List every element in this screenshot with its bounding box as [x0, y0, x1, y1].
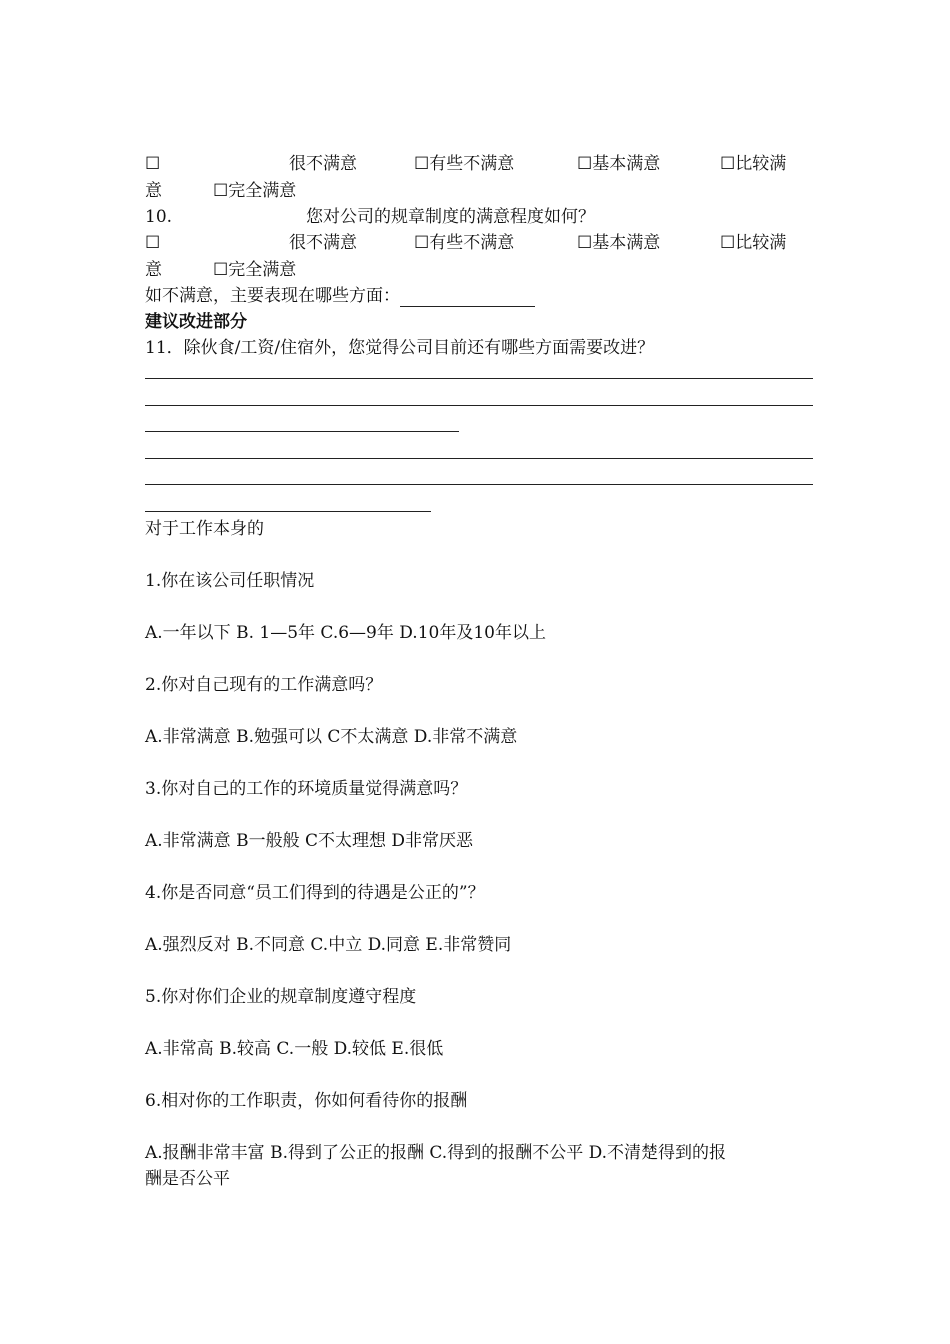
work-question-3: 3.你对自己的工作的环境质量觉得满意吗？ [145, 779, 468, 799]
work-answer-4[interactable]: A.强烈反对 B.不同意 C.中立 D.同意 E.非常赞同 [145, 935, 512, 955]
work-question-2: 2.你对自己现有的工作满意吗？ [145, 675, 383, 695]
option-very-dissatisfied: 很不满意 [289, 154, 357, 174]
work-answer-6-wrap: 酬是否公平 [145, 1169, 230, 1189]
q10-option-fully-satisfied[interactable]: ☐完全满意 [213, 260, 297, 280]
answer-line-5[interactable] [145, 484, 813, 485]
q10-number: 10. [145, 207, 173, 227]
work-answer-6[interactable]: A.报酬非常丰富 B.得到了公正的报酬 C.得到的报酬不公平 D.不清楚得到的报 [145, 1143, 727, 1163]
work-question-4: 4.你是否同意“员工们得到的待遇是公正的”？ [145, 883, 485, 903]
option-basically-satisfied[interactable]: ☐基本满意 [577, 154, 661, 174]
work-answer-2[interactable]: A.非常满意 B.勉强可以 C不太满意 D.非常不满意 [145, 727, 518, 747]
q10-option-very-dissatisfied: 很不满意 [289, 233, 357, 253]
work-section-heading: 对于工作本身的 [145, 519, 264, 539]
q10-option-fairly-satisfied-wrap: 意 [145, 260, 162, 280]
checkbox-very-dissatisfied[interactable]: ☐ [145, 154, 161, 174]
option-somewhat-dissatisfied[interactable]: ☐有些不满意 [414, 154, 515, 174]
work-question-6: 6.相对你的工作职责，你如何看待你的报酬 [145, 1091, 468, 1111]
option-fully-satisfied[interactable]: ☐完全满意 [213, 181, 297, 201]
section-title: 建议改进部分 [145, 312, 247, 332]
work-answer-5[interactable]: A.非常高 B.较高 C.一般 D.较低 E.很低 [145, 1039, 444, 1059]
answer-line-2[interactable] [145, 405, 813, 406]
work-answer-3[interactable]: A.非常满意 B一般般 C不太理想 D非常厌恶 [145, 831, 474, 851]
q10-text: 您对公司的规章制度的满意程度如何？ [306, 207, 595, 227]
answer-line-6[interactable] [145, 511, 431, 512]
q10-option-basically-satisfied[interactable]: ☐基本满意 [577, 233, 661, 253]
answer-line-1[interactable] [145, 378, 813, 379]
answer-line-3[interactable] [145, 431, 459, 432]
q10-option-somewhat-dissatisfied[interactable]: ☐有些不满意 [414, 233, 515, 253]
work-question-5: 5.你对你们企业的规章制度遵守程度 [145, 987, 417, 1007]
work-answer-1[interactable]: A.一年以下 B. 1—5年 C.6—9年 D.10年及10年以上 [145, 623, 546, 643]
dissatisfied-prompt: 如不满意，主要表现在哪些方面： [145, 286, 400, 306]
option-fairly-satisfied-wrap: 意 [145, 181, 162, 201]
dissatisfied-answer-blank[interactable] [400, 289, 535, 307]
q10-option-fairly-satisfied[interactable]: ☐比较满 [720, 233, 787, 253]
work-question-1: 1.你在该公司任职情况 [145, 571, 315, 591]
q10-checkbox-very-dissatisfied[interactable]: ☐ [145, 233, 161, 253]
q11-text: 11．除伙食/工资/住宿外，您觉得公司目前还有哪些方面需要改进？ [145, 338, 655, 358]
answer-line-4[interactable] [145, 458, 813, 459]
option-fairly-satisfied[interactable]: ☐比较满 [720, 154, 787, 174]
dissatisfied-prompt-line [145, 285, 535, 307]
